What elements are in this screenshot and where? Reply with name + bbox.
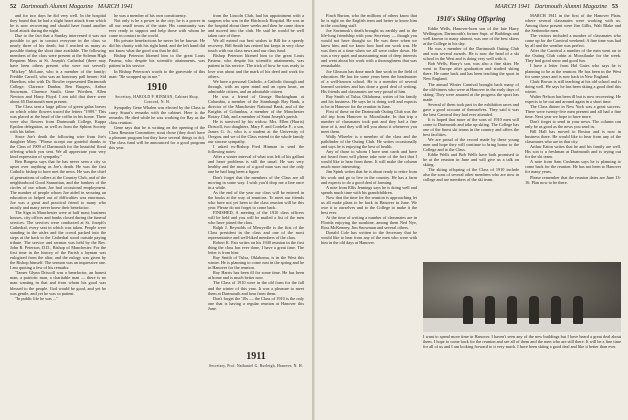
paragraph: Bob Wells, Harry's son, was also a fine skier. He went to Europe after graduation and studied skiing there. He came back and has been teaching the sport in New England. (423, 61, 519, 82)
paragraph: and for two days he did very well. In the hospital they found that he had a slight heart attack from which he is now recovering and should have found another local attack during the night. (10, 13, 106, 34)
magazine-title: Dartmouth Alumni Magazine (534, 3, 608, 10)
paragraph: Bishop Peterson likened him to the great Louis Pasteur, who despite his scientific attainments, was patient in his service. (109, 53, 205, 69)
paragraph: We have a personal Catholic, a Catholic through and through, with an open mind and an open heart, an admirable citizen, and an admirable citizen. (208, 78, 304, 94)
paragraph: He is survived by his widow, Mrs. Ellen (Harris) Driscoll, two daughters, Mary F. and Cordelia F., a son, James G. Jr., who is a student at the University of Oregon, and we of the Class extend to the whole family our sincere sympathy. (208, 118, 304, 145)
paragraph: Walter Nelson has been ill but is now recovering. He expects to be out and around again in a short time. (525, 93, 621, 104)
left-column-1 (10, 13, 106, 415)
paragraph: The Class of 1910 were in the old form for the fall and the winter of this year. It was a pleasure to meet them at Dartmouth and hear from them. (208, 280, 304, 296)
paragraph: Bishop Peterson likened him to the great Louis Pasteur, who despite his scientific attainments, was patient in his service. The trick of how he was ready to love was about and the mark of his deed and work for others. (208, 53, 304, 79)
paragraph: Arthur Eaton writes that he and his family are well. His son is a freshman at Dartmouth and is trying out for the ski team. (525, 144, 621, 160)
paragraph: he was a member of his own constituency. (114, 13, 187, 18)
paragraph: Joe Savimusk's death brought us earthly and to the life-long friendship with your Secretary — though you would not have thought so. He was there when we knew him, and we know how hard our work was. He was then at a time when we all were rather down. He was a very quiet and unassuming man of deep interests and went about his work with a thoroughness that was remarkable. (321, 28, 417, 69)
paragraph: He was a friend of George Buckingham at Columbia, a member of the Stambaugh Bay Bank, a director of the Manchester National Bank, and of the Knights of Columbus, a member of the Manchester Rotary Club, and a member of Saint Joseph's parish. (208, 93, 304, 119)
photo-figure (485, 296, 495, 324)
photo-figure (507, 296, 517, 324)
page-number: 53 (611, 3, 618, 10)
paragraph: Since Joe's death the following wire from Joe's daughter Mary: "Please accept our grateful thanks to the Class of 1909 of Dartmouth for the beautiful floral offering which you sent. We all appreciate your very kind expression of sympathy." (10, 134, 106, 160)
paragraph: Due to the fact that a Sunday intervened it was not possible to get in contact everyone in the class so nearly three of his death, but I reached as many as possible during the short time available. The following members of the class were present at the Solemn High Requiem Mass at St. Joseph's Cathedral (there may have been others present who were not served): "Mickey" McLane, who is a member of the family; Freddie Carroll, who was an honorary pall bearer; Sid Hazelton, who with Dr. Bowler represented Dartmouth College; Clarence Dunbar, Ben Burgess, Arthur Snowman, Clarence Smith, Gene Worthen, Allen Newton and Harry Floyd. I am told that there were about 65 Dartmouth men present. (10, 33, 106, 104)
issue-date: MARCH 1941 (494, 3, 531, 10)
paragraph: Ben Burgess says that he has never seen a city so upset over anything as Joe's death. He was the first Catholic bishop to have met the news. He was the chief of generations of callers at the Country Club, and of the neighborhood Good Samaritan, and the bankers of the circles of our whom Joe had occasional employment. The number of people whom Joe aided in securing an education or helped out of difficulties was enormous. Joe was a great and practical friend to many who mostly and many never knew their benefactor. (10, 159, 106, 210)
paragraph: As the end of the year our class will be entered in the books at the way of reunions. To meet our friends who have not yet been to the class reunion will be this year. Please do not forget to come back. (208, 189, 304, 210)
paragraph: Bill Hall has moved to Boston and is now in business there. He would like to hear from any of the classmates who are in that city. (525, 129, 621, 145)
paragraph: We all extend our best wishes to Bill for a speedy recovery. Bill Smith has retired but keeps in very close touch with our class news and our class fund. (208, 38, 304, 54)
paragraph: The annual Winter Carnival brought back many of the old-timers who were at Hanover in the early days of skiing. They were amazed at the progress the sport has made. (423, 81, 519, 102)
paragraph: Jim Spink writes that he is about ready to retire from his work and go to live in the country. He has a farm and expects to do a good deal of farming. (321, 169, 417, 185)
paragraph: The visitors included a number of classmates who came up for the Carnival weekend. A fine time was had by all and the weather was perfect. (525, 33, 621, 49)
paragraph: Several of them took part in the exhibition races and gave a good account of themselves. They said it was the best Carnival they had ever attended. (423, 101, 519, 117)
left-column-2 (109, 13, 205, 415)
page-number: 52 (10, 3, 17, 10)
class-year-heading: 1910 (147, 81, 167, 93)
paragraph: Ray Smith of Tulsa, Oklahoma, is in the West this winter. He is planning to come east in the spring and be in Hanover for the reunion. (208, 255, 304, 271)
photo-snow (423, 318, 621, 332)
paragraph: A note from Sam Cushman says he is planning to come back for the reunion. He has not been to Hanover for many years. (525, 159, 621, 175)
paragraph: After the Carnival a number of the men went on to the Outing Club cabin at Moosilauke for the week. They had good snow and good fun. (525, 48, 621, 64)
paragraph: "James Glynn Driscoll was a benefactor, an honest man, a patriotic man, a charitable man — there is no man wanting in that and from whom his good was blessed to the people. God would be good, and yet he was gentle, and yet he was so patient. (10, 270, 106, 296)
paragraph: Don't forget that the members of the Class are all moving in some way. I wish you'd drop me a line once in a while. (208, 174, 304, 190)
paragraph: Eddie Wells and Bob Wells have both promised to be at the reunion in June and will give us a talk on skiing. (423, 152, 519, 168)
right-page (315, 0, 628, 420)
right-column-2 (423, 13, 519, 259)
paragraph: Wally Wheeler is a member of the class and the pathfinder of the Outing Club. He writes occasionally and says he is enjoying the best of health. (321, 134, 417, 150)
paragraph: Ray Harris has been ill for some time. He has been at home and is much better now. (208, 270, 304, 281)
paragraph: Not only is he a power in the city; he is a power in all our small towns of the state. His community was ever ready to support and help those with whom he came in contact in the world. (109, 18, 205, 39)
paragraph: The Sign in Manchester were at half mast; business houses, city offices and banks closed during the funeral services. The services were conducted at St. Joseph's Cathedral, every seat in which was taken. People were standing in the aisles and the crowd packed into the steps at the back to the Cathedral stood outside paying tribute. The service and sermon was held by the Rev. John R. Peterson, D.D., Bishop of Manchester. For the first time in the history of the Parish a layman was eulogized from the altar, and the eulogy was given by the Bishop himself. The sermon was an impressive one. I am quoting a few of his remarks: (10, 209, 106, 271)
secretary-line: Secretary, HAROLD P. HINMAN, Cabinet Shop, Concord, N. H. (115, 94, 199, 104)
issue-date: MARCH 1941 (97, 3, 134, 10)
paragraph: A note from Ellis Jennings says he is doing well and spends much time with his grandchildren. (321, 184, 417, 195)
paragraph: The Class sent a large pillow of green galax leaves on which white flowers traced the letters "1909." This was placed at the head of the coffin in his home. There were also flowers from Dartmouth College, Kappa Epsilon delegation, as well as from the Sphinx Society with his father. (10, 103, 106, 135)
photo-figure (529, 296, 539, 324)
paragraph: At the time of writing a number of classmates are in Florida enjoying the sunshine, among them Ned Nye, Ross McKenney, Jim Snowman and several others. (321, 214, 417, 230)
paragraph: Clark Brown is still teaching at his old school and is doing well. He says he has been skiing a good deal this winter. (525, 78, 621, 94)
right-column-3 (525, 13, 621, 259)
paragraph: FINISHED, A meeting of the 1910 class officers will be held and you will be mailed a list of the men who have joined the class. (208, 209, 304, 225)
left-page-header (10, 3, 133, 10)
paragraph: Sympathy Gene Whalen was elected by the Class to carry Stuart's remarks with the cabinet. Here is the remarks. He died while he was working for Ray as the class reunion. (109, 104, 205, 125)
paragraph: He was a member of the Dartmouth Outing Club and won several awards. He is now the head of a ski school in the West and is doing very well with it. (423, 46, 519, 62)
paragraph: "In public life he was ..." (15, 295, 58, 301)
paragraph: We are proud of the record made by these young men and hope they will continue to bring honor to the College and to the Class. (423, 137, 519, 153)
right-column-1 (321, 13, 417, 415)
right-page-header (495, 3, 618, 10)
paragraph: First of these on the Dartmouth Outing Club was the old trip from Hanover to Moosilauke. In that trip a number of classmates took part and they had a fine time of it, and they will tell you about it whenever you meet them. (321, 108, 417, 135)
paragraph: Don't forget to send in your news. The column can only be as good as the news you send in. (525, 118, 621, 130)
paragraph: Please remember that the reunion dates are June 13-16. Plan now to be there. (525, 174, 621, 185)
paragraph: Any of those to whom I have sent cards and have not heard from will please take note of the fact that I would like to hear from them. It will make the column much more interesting. (321, 149, 417, 170)
paragraph: Eddie Wells, Hanover-born son of the late Harry Wellington, Dartmouth's former Supt. of Buildings and well known to many alumni, was one of the best skiers at the College in his day. (423, 26, 519, 47)
paragraph: from the Lincoln Club, had his appointment with a surgeon who was in the Hitchcock Hospital. He was in the hospital about three weeks and then he came down and moved into the club. He said he would be well taken care of there. (208, 13, 304, 39)
paragraph: Ralph J. Reynolds of Merryville is the first of the Class president in the class and one of the most representative and well-liked members of the class. (208, 224, 304, 241)
paragraph: In Bishop Peterson's words to the graveside of this man: "Be wrapped up in me." (109, 68, 205, 79)
paragraph: Don't forget the '10s — the Class of 1910 is the only one that is having a regular reunion at Hanover this June. (208, 295, 304, 311)
paragraph: After a winter interval of what was left of his gallant and heart problems is still the usual. He was very healthy and the most of a good man was not the only one he had long been a figure. (208, 154, 304, 175)
left-page (0, 0, 313, 420)
paragraph: Ray Smith of Tulsa, Oklahoma, writes of his family and his business. He says he is doing well and expects to be in Hanover for the reunion in June. (321, 93, 417, 109)
photo-figure (573, 296, 583, 324)
class-year-heading: 1911 (246, 351, 266, 362)
paragraph: Joe Gleason has done much fine work in the field of education. He has for some years been the headmaster of a well-known school. He is a member of several learned societies and has done a good deal of writing. His friends and classmates are very proud of him. (321, 68, 417, 94)
paragraph: Finch Burton, who the millions of others know that he is right on the English term and better to know him in the coaching staff. (321, 13, 417, 29)
paragraph: I asked ex-Bishop Fred Hinman to send the following notes: (208, 144, 304, 155)
article-title: 1910's Skiing Offspring (436, 15, 506, 23)
paragraph: The skiing offspring of the Class of 1910 include also the sons of several other members who are now in college and are members of the ski team. (423, 167, 519, 183)
paragraph: I have a letter from Hal Gates who says he is planning to be at the reunion. He has been in the West for some years and is now back in New England. (525, 63, 621, 79)
photo-figure (463, 296, 473, 324)
paragraph: Robert K. Fair writes on his 1940 reunion in the first thing the class has ever done, I have a great time. The letter is from him: (208, 240, 304, 256)
skiing-photograph (423, 262, 621, 332)
secretary-line: Secretary, Prof. Nathaniel G. Burleigh, Hanover, N. H. (209, 364, 303, 368)
photo-figure (551, 296, 561, 324)
paragraph: MARCH 1941 in the first of the Hanover Plain, where several classmates were working with us. Among those present were Jim Gillis, Walt Blake and the Seabrooke men. (525, 13, 621, 34)
magazine-title: Dartmouth Alumni Magazine (20, 3, 94, 10)
paragraph: It is hoped that more of the sons of 1910 men will come to Dartmouth and take up skiing. The College has one of the finest ski teams in the country and offers the best facilities. (423, 116, 519, 137)
paragraph: Now that the time for the reunion is approaching let us all make plans to be back in Hanover in June. We owe it to ourselves and to the College to make it the best ever. (321, 194, 417, 215)
paragraph: Gene says that he is writing on the opening of the Class Reunion Committee; stout chose (they don't have a pleasant program but they have several things to do). The class fund will be announced for a good program this year. (109, 124, 205, 151)
paragraph: The Class dinner in New York was a great success. There were twenty-five men present and all had a fine time. Next year we hope to have more. (525, 103, 621, 119)
photo-caption: I want to spend more time in Hanover. I haven't seen any of the new buildings but I have heard a great deal about them. I hope to come back for the reunion and see all of them and the men who are still there. It will be a fine time for all of us and I am looking forward to it very much. I have been skiing a good deal and like it better than ever. (423, 334, 621, 350)
left-column-3-footer (208, 348, 304, 408)
paragraph: Donald Cole has written to the Secretary that he would like to hear from any of the men who were with him in the old days at Hanover. (321, 230, 417, 246)
paragraph: His private benefactions he never let be known. He did his charity with his right hand, and the left hand did not know what the good was that he did. (109, 38, 205, 54)
